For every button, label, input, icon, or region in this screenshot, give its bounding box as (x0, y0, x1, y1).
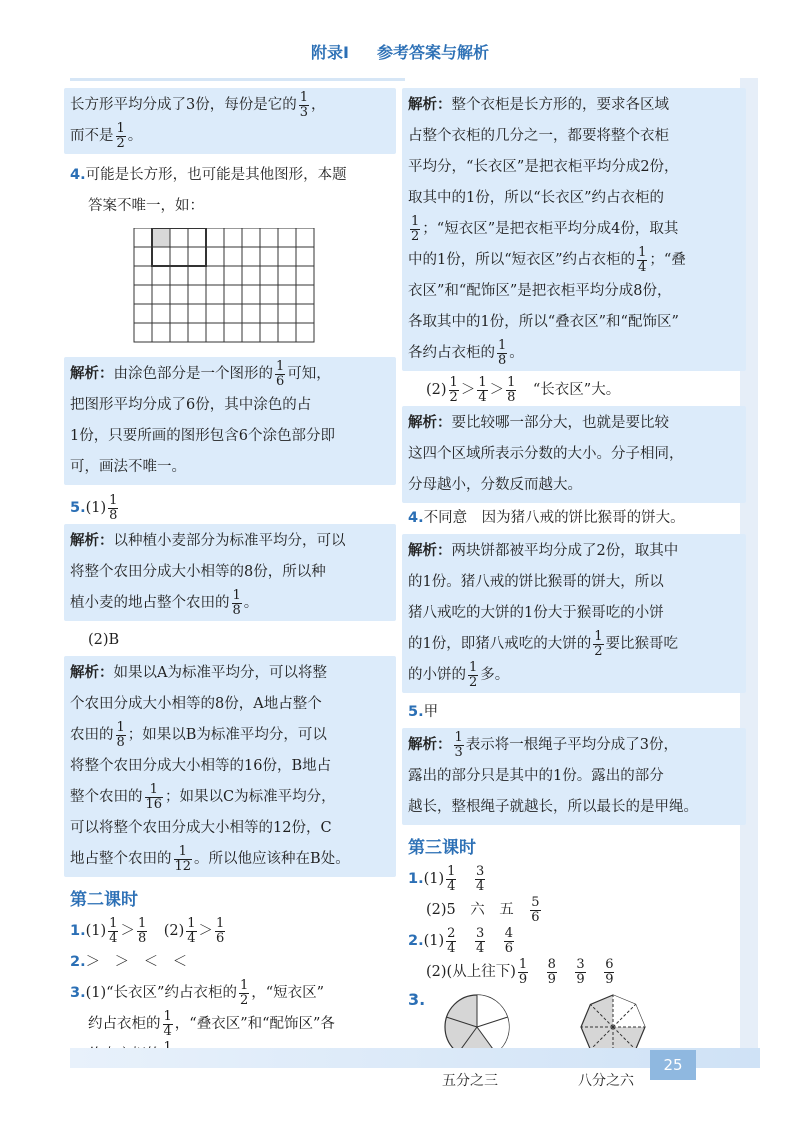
text-line: 地占整个农田的 (70, 851, 172, 867)
question-number: 1. (70, 923, 86, 939)
text-line: 不同意 因为猪八戒的饼比猴哥的饼大。 (423, 510, 685, 526)
text-line: ，“短衣区” (251, 985, 325, 1001)
text-line: ，“叠衣区”和“配饰区”各 (174, 1016, 335, 1032)
text-line: (2)(从上往下) (426, 964, 516, 980)
text-line: 把图形平均分成了6份，其中涂色的占 (70, 397, 312, 413)
text-line: 而不是 (70, 128, 114, 144)
text-line: 植小麦的地占整个农田的 (70, 595, 230, 611)
fraction: $\frac{3}{4}$ (475, 863, 485, 894)
text-line: 中的1份，所以“短衣区”约占衣柜的 (408, 252, 636, 268)
text-line: (2)5 六 五 (426, 902, 514, 918)
text-line: 占整个衣柜的几分之一，都要将整个衣柜 (408, 128, 669, 144)
shaded-cell (152, 228, 170, 247)
fraction: $\frac{1}{2}$ (469, 659, 478, 690)
text-line: 答案不唯一，如： (88, 198, 204, 214)
analysis-label: 解析： (70, 366, 114, 382)
text-line: ；如果以C为标准平均分， (165, 789, 336, 805)
fraction: $\frac{1}{2}$ (449, 374, 458, 405)
question-number: 4. (408, 510, 424, 526)
text-line: 。所以他应该种在B处。 (194, 851, 350, 867)
fraction: $\frac{3}{9}$ (576, 956, 585, 987)
fraction: $\frac{2}{4}$ (447, 925, 456, 956)
fraction: $\frac{1}{8}$ (232, 587, 241, 618)
text-line: 由涂色部分是一个图形的 (113, 366, 273, 382)
text-line: (1) (423, 871, 445, 887)
text-line: (2) (163, 923, 185, 939)
text-line: (1) (423, 933, 445, 949)
question-number: 4. (70, 167, 86, 183)
answer-block (64, 88, 396, 154)
text-line: 这四个区域所表示分数的大小。分子相同， (408, 446, 684, 462)
text-line: ；“短衣区”是把衣柜平均分成4份，取其 (422, 221, 679, 237)
text-line: 约占衣柜的 (88, 1016, 161, 1032)
text-line: 平均分，“长衣区”是把衣柜平均分成2份， (408, 159, 679, 175)
text-line: 以种植小麦部分为标准平均分，可以 (113, 533, 346, 549)
question-number: 2. (408, 933, 424, 949)
text-line: ；“叠 (649, 252, 686, 268)
left-column: 长方形平均分成了3份，每份是它的 $\frac{1}{3}$ ， 而不是 $\frac{1}{2}$ 。 4.可能是长方形，也可能是其他图形，本题 答案不唯一，如： 解析：由涂色部分是一个图形的 $\frac{1}{6}$ 可知， 把图形平均分成了6份，其中涂色的占 1份，只要所画的图形包含6个涂色部分即 可，画法不唯一。 5.(1) $\frac{1}{8}$ 解析：以种植小麦部分为标准平均分，可以 将整个农田分成大小相等的8份，所以种 植小麦的地占整个农田的 $\frac{1}{8}$ 。 (2)B 解析：如果以A为标准平均分，可以将整 个农田分成大小相等的8份，A地占整个 农田的 $\frac{1}{8}$ ；如果以B为标准平均分，可以 将整个农田分成大小相等的16份，B地占 整个农田的 $\frac{1}{16}$ ；如果以C为标准平均分， 可以将整个农田分成大小相等的12份，C 地占整个农田的 $\frac{1}{12}$ 。所以他应该种在B处。 第二课时 1.(1) $\frac{1}{4}$ ＞ $\frac{1}{8}$ (2) $\frac{1}{4}$ ＞ $\frac{1}{6}$ 2.＞ ＞ ＜ ＜ 3.(1)“长衣区”约占衣柜的 $\frac{1}{2}$ ，“短衣区” 约占衣柜的 $\frac{1}{4}$ ，“叠衣区”和“配饰区”各 (70, 88, 390, 1071)
text-line: ＞ ＞ ＜ ＜ (85, 954, 188, 970)
text-line: 猪八戒吃的大饼的1份大于猴哥吃的小饼 (408, 605, 664, 621)
question-number: 1. (408, 871, 424, 887)
fraction: $\frac{1}{2}$ (594, 628, 603, 659)
fraction: $\frac{8}{9}$ (547, 956, 556, 987)
text-line: (1) (85, 923, 107, 939)
page-number: 25 (650, 1050, 696, 1080)
text-line: 要比猴哥吃 (605, 636, 679, 652)
fraction: $\frac{3}{4}$ (475, 925, 485, 956)
analysis-block (402, 728, 746, 825)
fraction: $\frac{1}{8}$ (507, 374, 516, 405)
appendix-label: 附录Ⅰ (311, 43, 349, 62)
question-number: 3. (408, 990, 426, 1009)
fraction: $\frac{1}{4}$ (109, 915, 118, 946)
analysis-label: 解析： (70, 665, 114, 681)
figure-caption: 五分之三 (442, 1073, 498, 1089)
text-line: 长方形平均分成了3份，每份是它的 (70, 97, 297, 113)
figure-caption: 八分之六 (578, 1073, 634, 1089)
text-line: 的小饼的 (408, 667, 466, 683)
analysis-label: 解析： (408, 97, 452, 113)
fraction: $\frac{6}{9}$ (605, 956, 614, 987)
text-line: (2) (426, 382, 447, 398)
fraction: $\frac{1}{8}$ (137, 915, 147, 946)
fraction: $\frac{1}{4}$ (163, 1008, 172, 1039)
text-line: 露出的部分只是其中的1份。露出的部分 (408, 768, 664, 784)
text-line: 1份，只要所画的图形包含6个涂色部分即 (70, 428, 335, 444)
text-line: (2)B (88, 632, 120, 648)
text-line: 。 (127, 128, 143, 144)
text-line: 个农田分成大小相等的8份，A地占整个 (70, 696, 322, 712)
fraction: $\frac{1}{6}$ (216, 915, 225, 946)
fraction: $\frac{5}{6}$ (531, 894, 540, 925)
text-line: 多。 (480, 667, 510, 683)
text-line: 的1份。猪八戒的饼比猴哥的饼大，所以 (408, 574, 664, 590)
analysis-block (402, 406, 746, 503)
text-line: 将整个农田分成大小相等的16份，B地占 (70, 758, 332, 774)
text-line: 各取其中的1份，所以“叠衣区”和“配饰区” (408, 314, 679, 330)
fraction: $\frac{1}{3}$ (454, 729, 463, 760)
text-line: (1) (85, 500, 107, 516)
analysis-block (64, 656, 396, 877)
text-line: 可能是长方形，也可能是其他图形，本题 (85, 167, 347, 183)
text-line: 。 (509, 345, 524, 361)
grid-diagram (132, 228, 316, 343)
fraction: $\frac{1}{9}$ (518, 956, 528, 987)
text-line: 农田的 (70, 727, 114, 743)
fraction: $\frac{1}{3}$ (299, 89, 309, 120)
fraction: $\frac{1}{8}$ (116, 719, 125, 750)
fraction: $\frac{1}{4}$ (447, 863, 456, 894)
text-line: 两块饼都被平均分成了2份，取其中 (451, 543, 679, 559)
text-line: 甲 (423, 704, 439, 720)
fraction: $\frac{1}{2}$ (116, 120, 125, 151)
analysis-block (64, 524, 396, 621)
section-title: 第三课时 (408, 838, 476, 858)
text-line: (1)“长衣区”约占衣柜的 (85, 985, 237, 1001)
section-title: 第二课时 (70, 890, 138, 910)
text-line: 要比较哪一部分大，也就是要比较 (451, 415, 669, 431)
text-line: 分母越小，分数反而越大。 (408, 477, 582, 493)
question-number: 2. (70, 954, 86, 970)
text-line: 表示将一根绳子平均分成了3份， (465, 737, 679, 753)
text-line: 各约占衣柜的 (408, 345, 495, 361)
fraction: $\frac{1}{4}$ (638, 244, 647, 275)
header-title: 参考答案与解析 (376, 43, 489, 62)
analysis-block (64, 357, 396, 485)
circles-figure (408, 988, 740, 1098)
fraction: $\frac{4}{6}$ (504, 925, 513, 956)
fraction: $\frac{1}{8}$ (498, 337, 507, 368)
analysis-block (402, 534, 746, 693)
text-line: 整个衣柜是长方形的，要求各区域 (451, 97, 669, 113)
question-number: 5. (408, 704, 424, 720)
page-header (0, 40, 800, 63)
analysis-block (402, 88, 746, 371)
fraction: $\frac{1}{4}$ (478, 374, 487, 405)
text-line: 整个农田的 (70, 789, 143, 805)
fraction: $\frac{1}{8}$ (109, 492, 118, 523)
right-column: 解析：整个衣柜是长方形的，要求各区域 占整个衣柜的几分之一，都要将整个衣柜 平均分，“长衣区”是把衣柜平均分成2份， 取其中的1份，所以“长衣区”约占衣柜的 $\frac{1}{2}$ ；“短衣区”是把衣柜平均分成4份，取其 中的1份，所以“短衣区”约占衣柜的 $\frac{1}{4}$ ；“叠 衣区”和“配饰区”是把衣柜平均分成8份， 各取其中的1份，所以“叠衣区”和“配饰区” 各约占衣柜的 $\frac{1}{8}$ 。 (2) $\frac{1}{2}$ ＞ $\frac{1}{4}$ ＞ $\frac{1}{8}$ “长衣区”大。 解析：要比较哪一部分大，也就是要比较 这四个区域所表示分数的大小。分子相同， 分母越小，分数反而越大。 4.不同意 因为猪八戒的饼比猴哥的饼大。 解析：两块饼都被平均分成了2份，取其中 的1份。猪八戒的饼比猴哥的饼大，所以 猪八戒吃的大饼的1份大于猴哥吃的小饼 的1份，即猪八戒吃的大饼的 $\frac{1}{2}$ 要比猴哥吃 的小饼的 $\frac{1}{2}$ 多。 5.甲 解析： $\frac{1}{3}$ 表示将一根绳子平均分成了3份， 露出的部分只是其中的1份。露出的部分 越长，整根绳子就越长，所以最长的是甲绳。 第三课时 1.(1) $\frac{1}{4}$ $\frac{3}{4}$ (2)5 六 五 $\frac{5}{6}$ 2.(1) $\frac{2}{4}$ $\frac{3}{4}$ $\frac{4}{6}$ (2)(从上往下) $\frac{1}{9}$ $\frac{8}{9}$ $\frac{3}{9}$ $\frac{6}{9}$ 3. 五分之三 八分之六 (408, 88, 740, 1098)
text-line: 可以将整个农田分成大小相等的12份，C (70, 820, 332, 836)
fraction: $\frac{1}{4}$ (187, 915, 196, 946)
text-line: 衣区”和“配饰区”是把衣柜平均分成8份， (408, 283, 672, 299)
question-number: 3. (70, 985, 86, 1001)
fraction: $\frac{1}{6}$ (276, 358, 285, 389)
text-line: 越长，整根绳子就越长，所以最长的是甲绳。 (408, 799, 698, 815)
text-line: ；如果以B为标准平均分，可以 (127, 727, 327, 743)
analysis-label: 解析： (408, 737, 452, 753)
text-line: 可，画法不唯一。 (70, 459, 186, 475)
fraction: $\frac{1}{12}$ (174, 843, 192, 874)
text-line: 的1份，即猪八戒吃的大饼的 (408, 636, 592, 652)
analysis-label: 解析： (408, 543, 452, 559)
text-line: ， (311, 97, 326, 113)
text-line: “长衣区”大。 (532, 382, 621, 398)
text-line: 。 (243, 595, 259, 611)
text-line: 如果以A为标准平均分，可以将整 (113, 665, 327, 681)
question-number: 5. (70, 500, 86, 516)
text-line: 可知， (287, 366, 331, 382)
text-line: 取其中的1份，所以“长衣区”约占衣柜的 (408, 190, 665, 206)
fraction: $\frac{1}{2}$ (239, 977, 249, 1008)
analysis-label: 解析： (70, 533, 114, 549)
analysis-label: 解析： (408, 415, 452, 431)
grid-figure (132, 228, 390, 347)
fraction: $\frac{1}{16}$ (145, 781, 163, 812)
text-line: 将整个农田分成大小相等的8份，所以种 (70, 564, 326, 580)
fraction: $\frac{1}{2}$ (411, 213, 420, 244)
header-rule (70, 78, 405, 81)
